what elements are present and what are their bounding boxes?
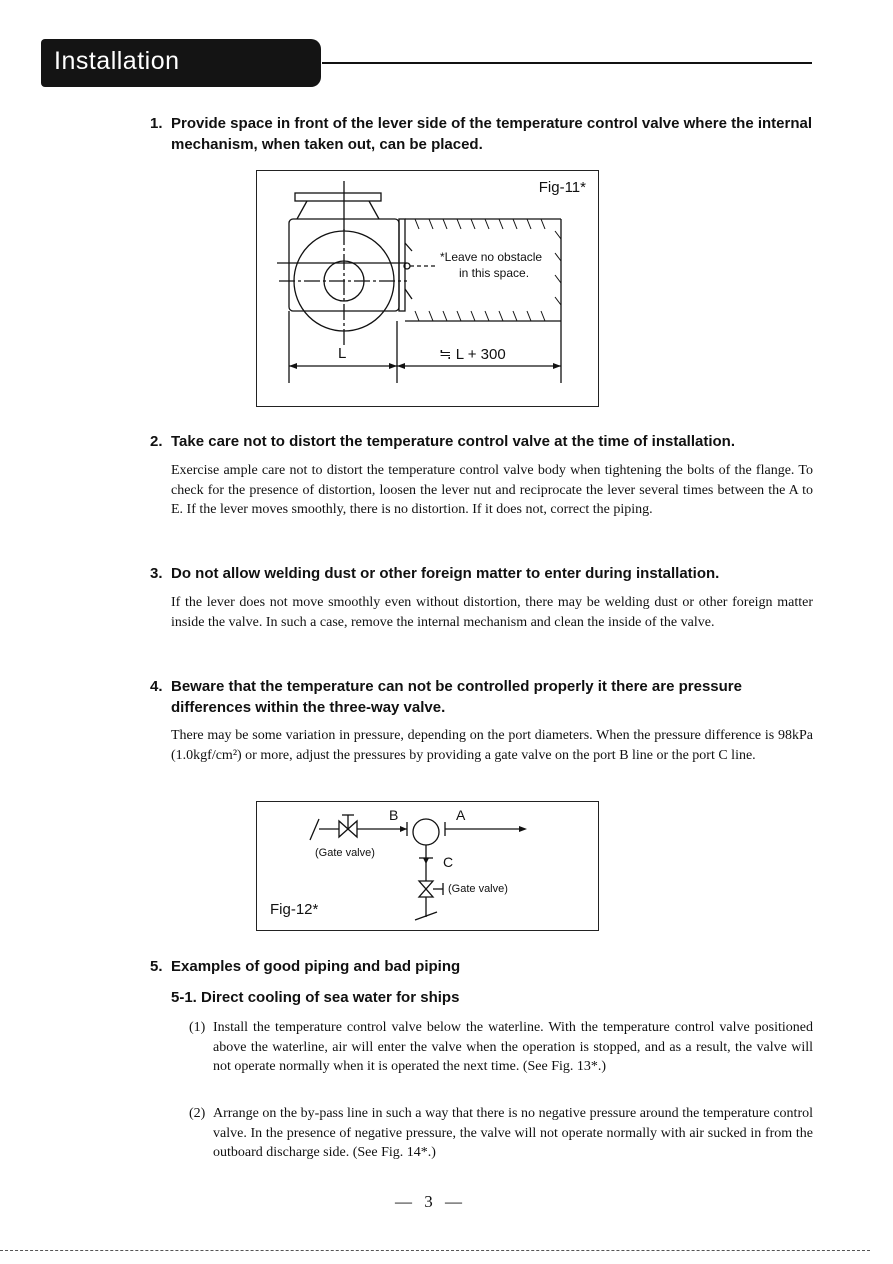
figure-12-port-b: B [389,807,399,823]
list-item-text: Arrange on the by-pass line in such a way that there is no negative pressure around the temperature control valve. In the presence of negative pressure, the valve will not operate normally with air sucked in from the outboard discharge side. (See Fig. 14*.) [213,1106,813,1160]
section-4-heading [150,676,820,718]
bottom-rule [0,1250,870,1251]
section-header-title: Installation [54,47,180,75]
list-item-text: Install the temperature control valve below the waterline. With the temperature control valve positioned above the waterline, air will enter the valve when the operation is stopped, and as a result, the valve will not operate normally when it is operated the next time. (See Fig. 13*.) [213,1020,813,1074]
figure-12-gate-valve-label-1: (Gate valve) [315,847,375,859]
list-item [189,1018,813,1077]
section-header-tab [41,39,321,87]
section-number: 3. [150,565,163,582]
section-title: Take care not to distort the temperature control valve at the time of installation. [171,433,736,450]
figure-11-note-line-1: *Leave no obstacle [440,250,543,264]
section-title: Do not allow welding dust or other foreign matter to enter during installation. [171,565,720,582]
figure-11-drawing [257,171,598,406]
page-number: — 3 — [395,1192,466,1211]
section-1-heading [150,113,820,155]
section-5-heading [150,956,820,977]
section-3-body: If the lever does not move smoothly even without distortion, there may be welding dust or other foreign matter inside the valve. In such a case, remove the internal mechanism and clean the inside of the valve. [171,595,813,630]
section-2-body: Exercise ample care not to distort the temperature control valve body when tightening the bolts of the flange. To check for the presence of distortion, loosen the lever nut and reciprocate the lever several times between the A to E. If the lever moves smoothly, there is no distortion. If it does not, correct the piping. [171,463,813,517]
section-number: 1. [150,115,163,132]
list-item-number: (2) [189,1106,206,1121]
figure-11-dimension-l: L [338,345,347,362]
section-title: Examples of good piping and bad piping [171,958,461,975]
section-number: 5. [150,958,163,975]
figure-12-port-a: A [456,807,466,823]
figure-11-note-line-2: in this space. [459,266,530,280]
section-number: 4. [150,678,163,695]
figure-11-caption: Fig-11* [538,179,586,196]
section-3-heading [150,563,820,584]
section-title: Provide space in front of the lever side of the temperature control valve where the internal mechanism, when taken out, can be placed. [171,115,813,153]
section-4-body: There may be some variation in pressure, depending on the port diameters. When the pressure difference is 98kPa (1.0kgf/cm²) or more, adjust the pressures by providing a gate valve on the port B line or the port C line. [171,728,813,763]
figure-11-dimension-clearance: ≒ L + 300 [439,346,506,363]
figure-12-port-c: C [443,854,454,870]
list-item [189,1104,813,1163]
subsection-5-1-heading: 5-1. Direct cooling of sea water for ships [171,989,460,1006]
section-2-heading [150,431,820,452]
list-item-number: (1) [189,1020,206,1035]
section-title: Beware that the temperature can not be controlled properly it there are pressure differences within the three-way valve. [171,678,742,716]
figure-11 [256,170,599,407]
figure-12-gate-valve-label-2: (Gate valve) [448,883,508,895]
header-rule [322,62,812,64]
figure-12 [256,801,599,931]
section-number: 2. [150,433,163,450]
figure-12-caption: Fig-12* [270,901,319,918]
